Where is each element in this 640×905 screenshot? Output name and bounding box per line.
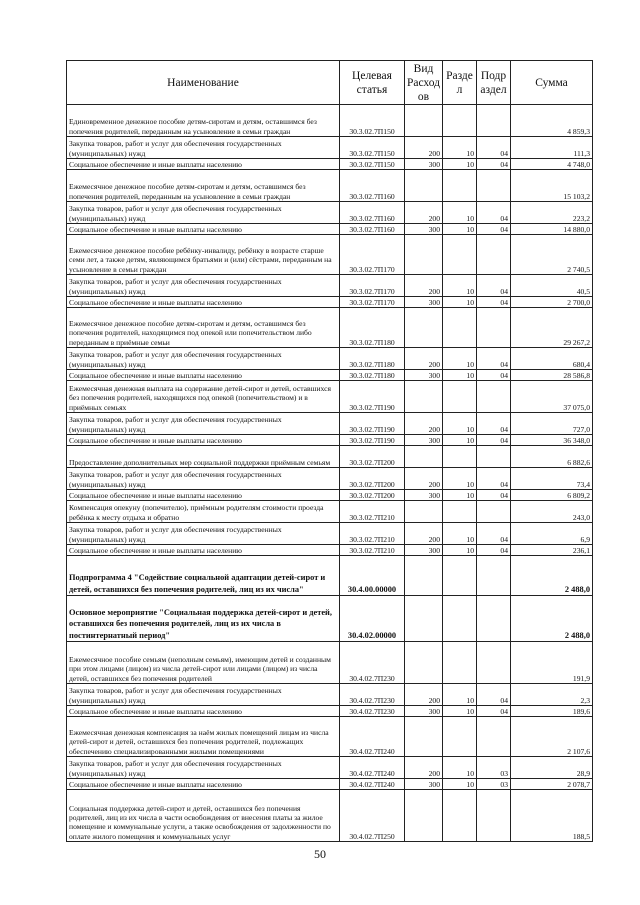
cell-name: Социальное обеспечение и иные выплаты населению	[67, 370, 340, 381]
cell-subsection: 04	[477, 468, 511, 490]
cell-target-article: 30.3.02.7П170	[340, 275, 405, 297]
cell-name: Ежемесячное денежное пособие ребёнку-инвалиду, ребёнку в возрасте старше семи лет, а также детям, являющимся братьями и (или) сёстрами, переданным на усыновление в семьи граждан	[67, 235, 340, 275]
table-row	[67, 523, 593, 545]
cell-expense-type: 300	[405, 706, 443, 717]
table-row	[67, 717, 593, 757]
header-sum: Сумма	[511, 61, 593, 105]
cell-subsection	[477, 105, 511, 137]
cell-expense-type: 300	[405, 370, 443, 381]
page-number: 50	[314, 847, 326, 861]
cell-expense-type: 200	[405, 757, 443, 779]
table-row	[67, 706, 593, 717]
cell-target-article: 30.4.00.00000	[340, 556, 405, 596]
cell-section: 10	[443, 297, 477, 308]
cell-sum: 223,2	[511, 202, 593, 224]
cell-name: Социальное обеспечение и иные выплаты населению	[67, 779, 340, 790]
cell-expense-type: 200	[405, 137, 443, 159]
cell-target-article: 30.3.02.7П210	[340, 523, 405, 545]
cell-sum: 188,5	[511, 790, 593, 842]
cell-section	[443, 105, 477, 137]
cell-target-article: 30.4.02.7П230	[340, 706, 405, 717]
table-row	[67, 381, 593, 413]
table-row	[67, 757, 593, 779]
cell-expense-type: 200	[405, 468, 443, 490]
cell-target-article: 30.3.02.7П200	[340, 446, 405, 468]
cell-expense-type	[405, 501, 443, 523]
cell-expense-type	[405, 642, 443, 684]
cell-expense-type: 200	[405, 523, 443, 545]
cell-name: Социальное обеспечение и иные выплаты населению	[67, 490, 340, 501]
table-row	[67, 490, 593, 501]
cell-name: Закупка товаров, работ и услуг для обеспечения государственных (муниципальных) нужд	[67, 413, 340, 435]
cell-subsection: 04	[477, 159, 511, 170]
cell-expense-type	[405, 235, 443, 275]
cell-subsection	[477, 556, 511, 596]
table-row	[67, 684, 593, 706]
cell-expense-type: 200	[405, 413, 443, 435]
cell-section: 10	[443, 490, 477, 501]
cell-expense-type: 300	[405, 545, 443, 556]
cell-section	[443, 790, 477, 842]
table-row	[67, 413, 593, 435]
cell-sum: 6 882,6	[511, 446, 593, 468]
cell-name: Социальное обеспечение и иные выплаты населению	[67, 435, 340, 446]
cell-sum: 680,4	[511, 348, 593, 370]
table-row	[67, 370, 593, 381]
cell-section: 10	[443, 224, 477, 235]
cell-subsection	[477, 381, 511, 413]
table-row	[67, 170, 593, 202]
cell-name: Закупка товаров, работ и услуг для обеспечения государственных (муниципальных) нужд	[67, 275, 340, 297]
cell-target-article: 30.3.02.7П210	[340, 501, 405, 523]
cell-expense-type: 300	[405, 224, 443, 235]
cell-sum: 727,0	[511, 413, 593, 435]
table-row	[67, 137, 593, 159]
table-row	[67, 224, 593, 235]
header-subsection: Подр аздел	[477, 61, 511, 105]
cell-subsection	[477, 235, 511, 275]
table-row	[67, 545, 593, 556]
header-expense-type: Вид Расход ов	[405, 61, 443, 105]
cell-target-article: 30.3.02.7П180	[340, 348, 405, 370]
table-row	[67, 642, 593, 684]
cell-name: Социальное обеспечение и иные выплаты населению	[67, 159, 340, 170]
table-row	[67, 297, 593, 308]
cell-sum: 243,0	[511, 501, 593, 523]
cell-target-article: 30.3.02.7П160	[340, 170, 405, 202]
cell-sum: 2 488,0	[511, 596, 593, 642]
table-row	[67, 596, 593, 642]
header-target-article: Целевая статья	[340, 61, 405, 105]
cell-section: 10	[443, 370, 477, 381]
cell-sum: 236,1	[511, 545, 593, 556]
cell-name: Ежемесячное пособие семьям (неполным семьям), имеющим детей и созданным при этом лицами (лицом) из числа детей-сирот или лицами (лицом) из числа детей, оставшихся без попечения родителей	[67, 642, 340, 684]
cell-subsection: 04	[477, 413, 511, 435]
cell-subsection	[477, 596, 511, 642]
cell-name: Закупка товаров, работ и услуг для обеспечения государственных (муниципальных) нужд	[67, 684, 340, 706]
cell-name: Закупка товаров, работ и услуг для обеспечения государственных (муниципальных) нужд	[67, 468, 340, 490]
cell-expense-type: 300	[405, 297, 443, 308]
cell-name: Закупка товаров, работ и услуг для обеспечения государственных (муниципальных) нужд	[67, 523, 340, 545]
cell-expense-type: 300	[405, 490, 443, 501]
cell-sum: 4 748,0	[511, 159, 593, 170]
cell-name: Социальное обеспечение и иные выплаты населению	[67, 545, 340, 556]
cell-target-article: 30.3.02.7П210	[340, 545, 405, 556]
cell-subsection	[477, 446, 511, 468]
cell-sum: 29 267,2	[511, 308, 593, 348]
table-row	[67, 435, 593, 446]
cell-sum: 36 348,0	[511, 435, 593, 446]
cell-subsection: 04	[477, 706, 511, 717]
table-row	[67, 790, 593, 842]
header-section: Разде л	[443, 61, 477, 105]
cell-sum: 37 075,0	[511, 381, 593, 413]
cell-subsection: 03	[477, 757, 511, 779]
cell-target-article: 30.4.02.7П250	[340, 790, 405, 842]
cell-section: 10	[443, 413, 477, 435]
cell-section: 10	[443, 779, 477, 790]
cell-sum: 2 078,7	[511, 779, 593, 790]
cell-expense-type	[405, 790, 443, 842]
cell-target-article: 30.4.02.7П230	[340, 642, 405, 684]
cell-name: Предоставление дополнительных мер социальной поддержки приёмным семьям	[67, 446, 340, 468]
table-row	[67, 105, 593, 137]
cell-expense-type	[405, 308, 443, 348]
cell-target-article: 30.4.02.00000	[340, 596, 405, 642]
cell-sum: 14 880,0	[511, 224, 593, 235]
cell-section	[443, 717, 477, 757]
cell-target-article: 30.3.02.7П150	[340, 137, 405, 159]
cell-expense-type	[405, 596, 443, 642]
cell-sum: 111,3	[511, 137, 593, 159]
cell-target-article: 30.3.02.7П170	[340, 235, 405, 275]
cell-target-article: 30.4.02.7П240	[340, 757, 405, 779]
cell-subsection: 04	[477, 275, 511, 297]
table-row	[67, 779, 593, 790]
cell-target-article: 30.3.02.7П180	[340, 370, 405, 381]
table-row	[67, 202, 593, 224]
cell-section: 10	[443, 757, 477, 779]
cell-section: 10	[443, 545, 477, 556]
cell-sum: 28,9	[511, 757, 593, 779]
cell-name: Единовременное денежное пособие детям-сиротам и детям, оставшимся без попечения родителей, переданным на усыновление в семьи граждан	[67, 105, 340, 137]
cell-section	[443, 642, 477, 684]
cell-expense-type: 200	[405, 348, 443, 370]
cell-section	[443, 596, 477, 642]
cell-name: Ежемесячное денежное пособие детям-сиротам и детям, оставшимся без попечения родителей, переданным на усыновление в семьи граждан	[67, 170, 340, 202]
cell-subsection: 03	[477, 779, 511, 790]
cell-name: Ежемесячная денежная компенсация за наём жилых помещений лицам из числа детей-сирот и детей, оставшихся без попечения родителей, подлежащих обеспечению специализированными жилыми помещениями	[67, 717, 340, 757]
cell-expense-type: 300	[405, 435, 443, 446]
cell-name: Социальное обеспечение и иные выплаты населению	[67, 224, 340, 235]
table-row	[67, 348, 593, 370]
cell-sum: 6,9	[511, 523, 593, 545]
cell-name: Закупка товаров, работ и услуг для обеспечения государственных (муниципальных) нужд	[67, 202, 340, 224]
cell-subsection: 04	[477, 137, 511, 159]
cell-subsection	[477, 501, 511, 523]
cell-expense-type	[405, 105, 443, 137]
cell-subsection: 04	[477, 202, 511, 224]
cell-target-article: 30.3.02.7П190	[340, 435, 405, 446]
cell-name: Ежемесячная денежная выплата на содержание детей-сирот и детей, оставшихся без попечения родителей, находящихся под опекой (попечительством) и в приёмных семьях	[67, 381, 340, 413]
cell-target-article: 30.3.02.7П190	[340, 413, 405, 435]
cell-subsection	[477, 790, 511, 842]
cell-expense-type: 200	[405, 684, 443, 706]
cell-section	[443, 308, 477, 348]
cell-name: Закупка товаров, работ и услуг для обеспечения государственных (муниципальных) нужд	[67, 348, 340, 370]
cell-section	[443, 170, 477, 202]
cell-target-article: 30.3.02.7П150	[340, 159, 405, 170]
cell-name: Основное мероприятие "Социальная поддержка детей-сирот и детей, оставшихся без попечения родителей, лиц из их числа в постинтернатный период"	[67, 596, 340, 642]
cell-subsection: 04	[477, 435, 511, 446]
cell-target-article: 30.4.02.7П240	[340, 717, 405, 757]
cell-subsection: 04	[477, 224, 511, 235]
cell-section: 10	[443, 684, 477, 706]
cell-section: 10	[443, 348, 477, 370]
cell-name: Закупка товаров, работ и услуг для обеспечения государственных (муниципальных) нужд	[67, 757, 340, 779]
cell-target-article: 30.3.02.7П160	[340, 202, 405, 224]
cell-sum: 2,3	[511, 684, 593, 706]
cell-name: Социальное обеспечение и иные выплаты населению	[67, 297, 340, 308]
cell-subsection	[477, 717, 511, 757]
table-row	[67, 501, 593, 523]
cell-subsection	[477, 642, 511, 684]
cell-target-article: 30.3.02.7П200	[340, 468, 405, 490]
table-row	[67, 468, 593, 490]
cell-expense-type: 300	[405, 159, 443, 170]
cell-section: 10	[443, 468, 477, 490]
cell-name: Ежемесячное денежное пособие детям-сиротам и детям, оставшимся без попечения родителей, находящимся под опекой или попечительством либо переданным в приёмные семьи	[67, 308, 340, 348]
cell-sum: 2 740,5	[511, 235, 593, 275]
cell-section	[443, 501, 477, 523]
cell-sum: 73,4	[511, 468, 593, 490]
cell-sum: 40,5	[511, 275, 593, 297]
cell-target-article: 30.3.02.7П200	[340, 490, 405, 501]
cell-subsection: 04	[477, 370, 511, 381]
cell-section	[443, 556, 477, 596]
cell-subsection: 04	[477, 545, 511, 556]
table-row	[67, 159, 593, 170]
cell-sum: 2 488,0	[511, 556, 593, 596]
table-header-row	[67, 61, 593, 105]
cell-target-article: 30.3.02.7П190	[340, 381, 405, 413]
cell-expense-type	[405, 381, 443, 413]
cell-subsection: 04	[477, 297, 511, 308]
cell-subsection: 04	[477, 348, 511, 370]
cell-expense-type	[405, 446, 443, 468]
cell-expense-type: 300	[405, 779, 443, 790]
cell-sum: 189,6	[511, 706, 593, 717]
cell-sum: 6 809,2	[511, 490, 593, 501]
cell-section	[443, 446, 477, 468]
cell-subsection: 04	[477, 490, 511, 501]
cell-expense-type	[405, 717, 443, 757]
cell-target-article: 30.4.02.7П230	[340, 684, 405, 706]
cell-target-article: 30.3.02.7П180	[340, 308, 405, 348]
cell-sum: 2 107,6	[511, 717, 593, 757]
cell-expense-type: 200	[405, 202, 443, 224]
cell-name: Социальная поддержка детей-сирот и детей, оставшихся без попечения родителей, лиц из их числа в части освобождения от внесения платы за жилое помещение и коммунальные услуги, а также освобождения от задолженности по оплате жилого помещения и коммунальных услуг	[67, 790, 340, 842]
cell-name: Компенсация опекуну (попечителю), приёмным родителям стоимости проезда ребёнка к месту отдыха и обратно	[67, 501, 340, 523]
cell-target-article: 30.3.02.7П160	[340, 224, 405, 235]
table-row	[67, 235, 593, 275]
cell-expense-type: 200	[405, 275, 443, 297]
cell-section	[443, 381, 477, 413]
cell-subsection: 04	[477, 523, 511, 545]
table-row	[67, 556, 593, 596]
cell-section: 10	[443, 159, 477, 170]
cell-subsection	[477, 170, 511, 202]
table-row	[67, 275, 593, 297]
cell-sum: 191,9	[511, 642, 593, 684]
cell-sum: 15 103,2	[511, 170, 593, 202]
cell-section: 10	[443, 137, 477, 159]
cell-section: 10	[443, 523, 477, 545]
cell-section: 10	[443, 435, 477, 446]
cell-section: 10	[443, 275, 477, 297]
cell-expense-type	[405, 170, 443, 202]
table-row	[67, 308, 593, 348]
cell-sum: 28 586,8	[511, 370, 593, 381]
table-row	[67, 446, 593, 468]
cell-target-article: 30.3.02.7П170	[340, 297, 405, 308]
cell-sum: 4 859,3	[511, 105, 593, 137]
budget-table	[66, 60, 593, 842]
cell-subsection	[477, 308, 511, 348]
cell-target-article: 30.3.02.7П150	[340, 105, 405, 137]
cell-name: Подпрограмма 4 "Содействие социальной адаптации детей-сирот и детей, оставшихся без попечения родителей, лиц из их числа"	[67, 556, 340, 596]
cell-sum: 2 700,0	[511, 297, 593, 308]
cell-section	[443, 235, 477, 275]
table-body	[67, 105, 593, 842]
cell-name: Закупка товаров, работ и услуг для обеспечения государственных (муниципальных) нужд	[67, 137, 340, 159]
cell-section: 10	[443, 202, 477, 224]
header-name: Наименование	[67, 61, 340, 105]
cell-subsection: 04	[477, 684, 511, 706]
cell-name: Социальное обеспечение и иные выплаты населению	[67, 706, 340, 717]
cell-target-article: 30.4.02.7П240	[340, 779, 405, 790]
cell-section: 10	[443, 706, 477, 717]
cell-expense-type	[405, 556, 443, 596]
